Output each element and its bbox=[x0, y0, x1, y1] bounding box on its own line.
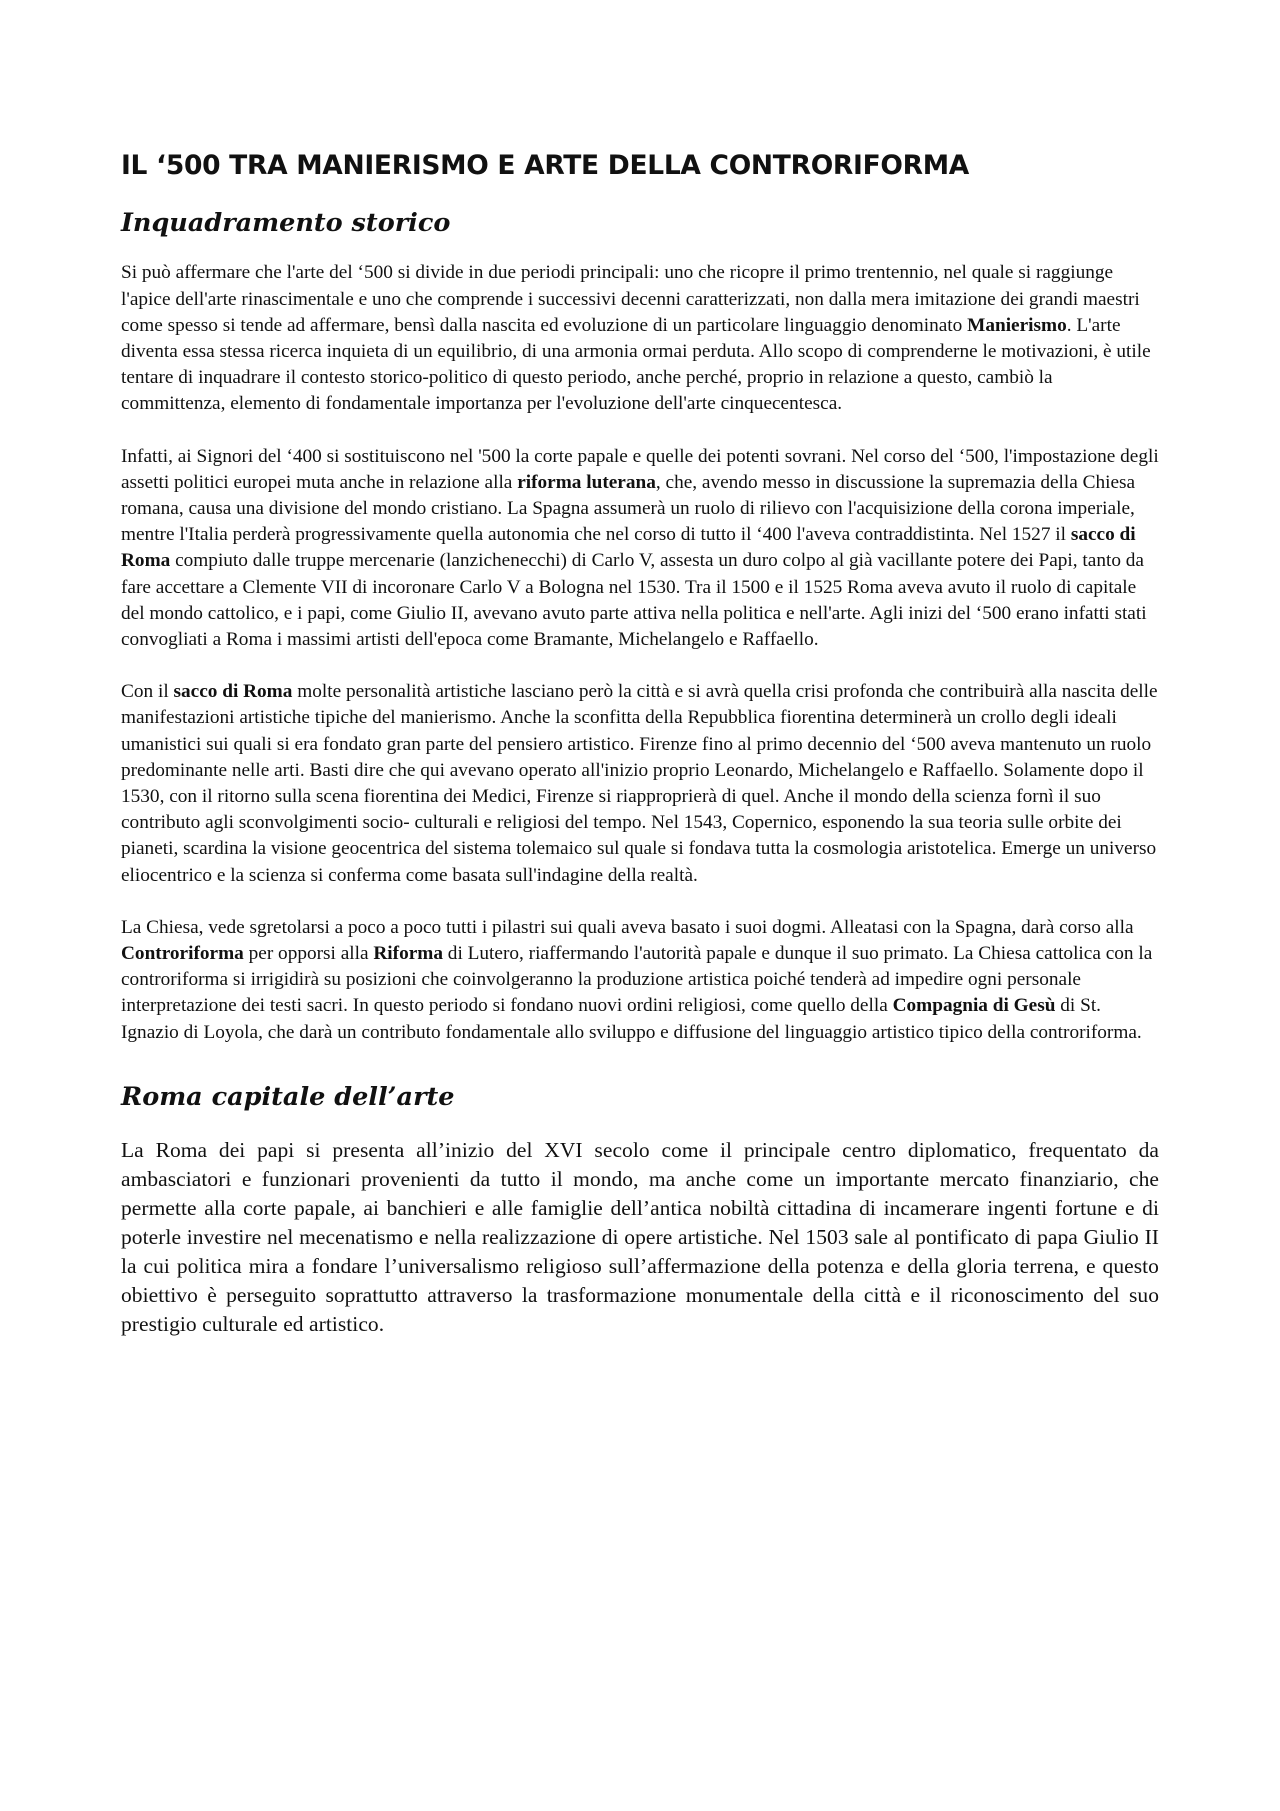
bold-term: riforma luterana bbox=[517, 471, 656, 493]
paragraph bbox=[121, 1136, 1159, 1339]
paragraph bbox=[121, 260, 1159, 417]
text-run: molte personalità artistiche lasciano però la città e si avrà quella crisi profonda che contribuirà alla nascita delle manifestazioni artistiche tipiche del manierismo. Anche la sconfitta della Repubblica fiorentina determinerà un crollo degli ideali umanistici sui quali si era fondato gran parte del pensiero artistico. Firenze fino al primo decennio del ‘500 aveva mantenuto un ruolo predominante nelle arti. Basti dire che qui avevano operato all'inizio proprio Leonardo, Michelangelo e Raffaello. Solamente dopo il 1530, con il ritorno sulla scena fiorentina dei Medici, Firenze si riapproprierà di quel. Anche il mondo della scienza fornì il suo contributo agli sconvolgimenti socio- culturali e religiosi del tempo. Nel 1543, Copernico, esponendo la sua teoria sulle orbite dei pianeti, scardina la visione geocentrica del sistema tolemaico sul quale si fondava tutta la cosmologia aristotelica. Emerge un universo eliocentrico e la scienza si conferma come basata sull'indagine della realtà. bbox=[121, 681, 1158, 886]
text-run: Infatti, ai Signori del ‘400 si sostituiscono nel '500 la corte papale e quelle dei potenti sovrani. Nel corso del ‘500, l'impostazione degli assetti politici europei muta anche in relazione alla bbox=[121, 445, 1159, 493]
document-page bbox=[121, 150, 1159, 1365]
bold-term: Controriforma bbox=[121, 943, 244, 965]
text-run: compiuto dalle truppe mercenarie (lanzichenecchi) di Carlo V, assesta un duro colpo al già vacillante potere dei Papi, tanto da fare accettare a Clemente VII di incoronare Carlo V a Bologna nel 1530. Tra il 1500 e il 1525 Roma aveva avuto il ruolo di capitale del mondo cattolico, e i papi, come Giulio II, avevano avuto parte attiva nella politica e nell'arte. Agli inizi del ‘500 erano infatti stati convogliati a Roma i massimi artisti dell'epoca come Bramante, Michelangelo e Raffaello. bbox=[121, 550, 1147, 651]
document-title: IL ‘500 TRA MANIERISMO E ARTE DELLA CONTRORIFORMA bbox=[121, 150, 969, 181]
text-run: La Chiesa, vede sgretolarsi a poco a poco tutti i pilastri sui quali aveva basato i suoi dogmi. Alleatasi con la Spagna, darà corso alla bbox=[121, 916, 1134, 938]
text-run: La Roma dei papi si presenta all’inizio del XVI secolo come il principale centro diplomatico, frequentato da ambasciatori e funzionari provenienti da tutto il mondo, ma anche come un importante mercato finanziario, che permette alla corte papale, ai banchieri e alle famiglie dell’antica nobiltà cittadina di incamerare ingenti fortune e di poterle investire nel mecenatismo e nella realizzazione di opere artistiche. Nel 1503 sale al pontificato di papa Giulio II la cui politica mira a fondare l’universalismo religioso sull’affermazione della potenza e della gloria terrena, e questo obiettivo è perseguito soprattutto attraverso la trasformazione monumentale della città e il riconoscimento del suo prestigio culturale ed artistico. bbox=[121, 1138, 1159, 1337]
section-heading-inquadramento: Inquadramento storico bbox=[121, 207, 451, 238]
bold-term: sacco di Roma bbox=[173, 681, 293, 703]
bold-term: sacco di Roma bbox=[121, 524, 1136, 572]
bold-term: Manierismo bbox=[967, 314, 1067, 336]
bold-term: Riforma bbox=[373, 943, 443, 965]
text-run: per opporsi alla bbox=[243, 943, 374, 965]
text-run: Con il bbox=[121, 681, 174, 703]
paragraph bbox=[121, 915, 1159, 1046]
text-run: , che, avendo messo in discussione la supremazia della Chiesa romana, causa una divisione del mondo cristiano. La Spagna assumerà un ruolo di rilievo con l'acquisizione della corona imperiale, mentre l'Italia perderà progressivamente quella autonomia che nel corso di tutto il ‘400 l'aveva contraddistinta. Nel 1527 il bbox=[121, 471, 1136, 546]
text-run: di St. Ignazio di Loyola, che darà un contributo fondamentale allo sviluppo e diffusione del linguaggio artistico tipico della controriforma. bbox=[121, 995, 1142, 1043]
section-heading-roma: Roma capitale dell’arte bbox=[121, 1081, 455, 1112]
text-run: Si può affermare che l'arte del ‘500 si divide in due periodi principali: uno che ricopre il primo trentennio, nel quale si raggiunge l'apice dell'arte rinascimentale e uno che comprende i successivi decenni caratterizzati, non dalla mera imitazione dei grandi maestri come spesso si tende ad affermare, bensì dalla nascita ed evoluzione di un particolare linguaggio denominato bbox=[121, 262, 1140, 336]
paragraph bbox=[121, 679, 1159, 889]
text-run: . L'arte diventa essa stessa ricerca inquieta di un equilibrio, di una armonia ormai perduta. Allo scopo di comprenderne le motivazioni, è utile tentare di inquadrare il contesto storico-politico di questo periodo, anche perché, proprio in relazione a questo, cambiò la committenza, elemento di fondamentale importanza per l'evoluzione dell'arte cinquecentesca. bbox=[121, 314, 1151, 415]
text-run: di Lutero, riaffermando l'autorità papale e dunque il suo primato. La Chiesa cattolica con la controriforma si irrigidirà su posizioni che coinvolgeranno la produzione artistica poiché tenderà ad impedire ogni personale interpretazione dei testi sacri. In questo periodo si fondano nuovi ordini religiosi, come quello della bbox=[121, 943, 1153, 1017]
paragraph bbox=[121, 444, 1159, 654]
bold-term: Compagnia di Gesù bbox=[892, 995, 1056, 1017]
